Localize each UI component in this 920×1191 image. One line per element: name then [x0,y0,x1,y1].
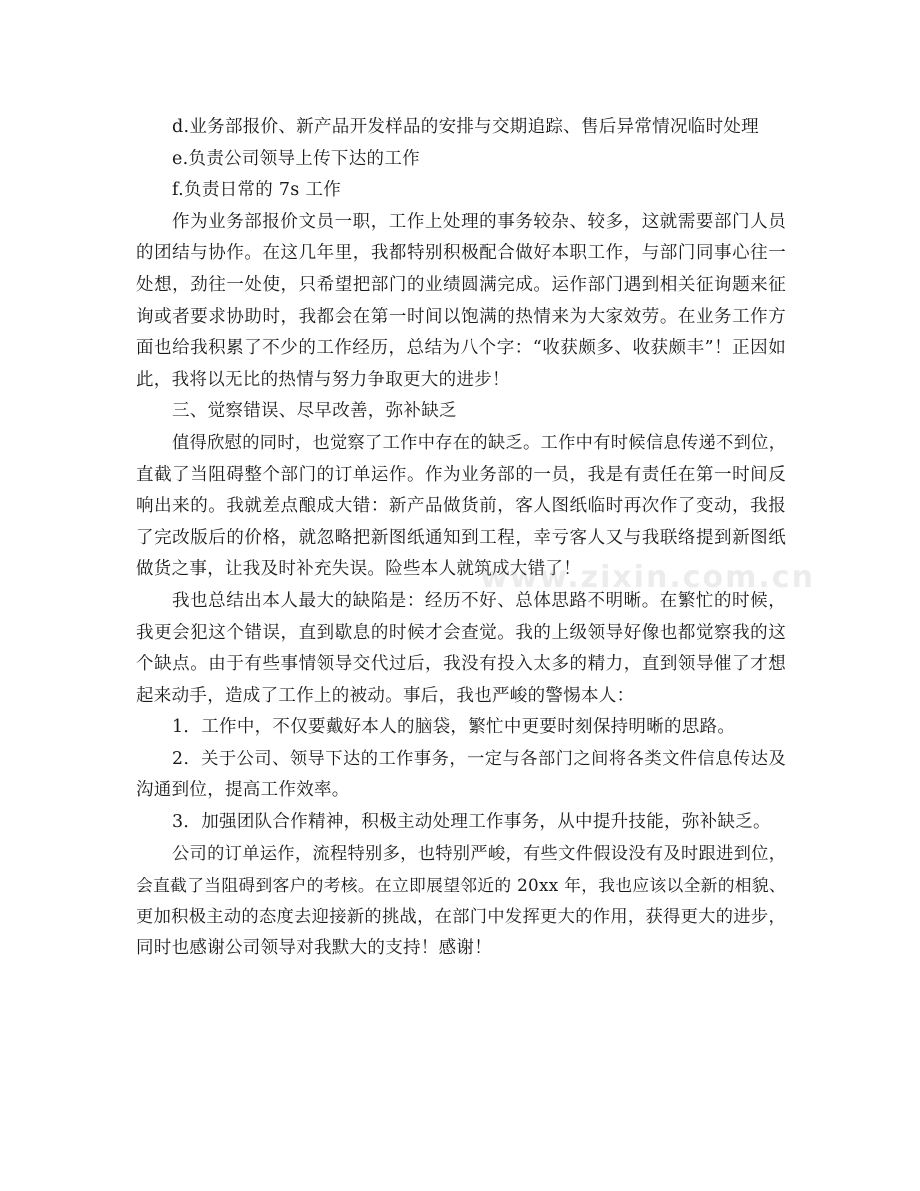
text-line: 做货之事，让我及时补充失误。险些本人就筑成大错了！ [136,559,581,580]
watermark: www.zixin.com.cn [480,560,815,595]
text-line: 了完改版后的价格，就忽略把新图纸通知到工程，幸亏客人又与我联络提到新图纸 [136,527,786,548]
text-line: 2．关于公司、领导下达的工作事务，一定与各部门之间将各类文件信息传达及 [172,748,786,769]
text-line: 三、觉察错误、尽早改善，弥补缺乏 [172,401,457,422]
text-line: 处想，劲往一处使，只希望把部门的业绩圆满完成。运作部门遇到相关征询题来征 [136,274,786,295]
text-line: 值得欣慰的同时，也觉察了工作中存在的缺乏。工作中有时候信息传递不到位， [172,432,787,453]
document-body [136,112,786,965]
text-line: 的团结与协作。在这几年里，我都特别积极配合做好本职工作，与部门同事心往一 [136,243,786,264]
text-line: 个缺点。由于有些事情领导交代过后，我没有投入太多的精力，直到领导催了才想 [136,654,786,675]
text-line: 面也给我积累了不少的工作经历，总结为八个字：“收获颇多、收获颇丰”！正因如 [136,338,786,359]
text-line: 询或者要求协助时，我都会在第一时间以饱满的热情来为大家效劳。在业务工作方 [136,306,786,327]
text-line: 1．工作中，不仅要戴好本人的脑袋，繁忙中更要时刻保持明晰的思路。 [172,717,736,738]
text-line: 直截了当阻碍整个部门的订单运作。作为业务部的一员，我是有责任在第一时间反 [136,464,786,485]
text-line: 3．加强团队合作精神，积极主动处理工作事务，从中提升技能，弥补缺乏。 [172,812,771,833]
text-line: 会直截了当阻碍到客户的考核。在立即展望邻近的 20xx 年，我也应该以全新的相貌、 [136,875,786,896]
text-line: 作为业务部报价文员一职，工作上处理的事务较杂、较多，这就需要部门人员 [172,211,786,232]
text-line: 此，我将以无比的热情与努力争取更大的进步！ [136,369,510,390]
text-line: 我也总结出本人最大的缺陷是：经历不好、总体思路不明晰。在繁忙的时候， [172,590,786,611]
text-line: e.负责公司领导上传下达的工作 [172,148,420,169]
text-line: 响出来的。我就差点酿成大错：新产品做货前，客人图纸临时再次作了变动，我报 [136,496,786,517]
text-line: 沟通到位，提高工作效率。 [136,780,350,801]
text-line: 公司的订单运作，流程特别多，也特别严峻，有些文件假设没有及时跟进到位， [172,843,787,864]
text-line: 我更会犯这个错误，直到歇息的时候才会查觉。我的上级领导好像也都觉察我的这 [136,622,786,643]
text-line: 同时也感谢公司领导对我默大的支持！感谢！ [136,938,492,959]
text-line: 更加积极主动的态度去迎接新的挑战，在部门中发挥更大的作用，获得更大的进步， [136,906,786,927]
text-line: d.业务部报价、新产品开发样品的安排与交期追踪、售后异常情况临时处理 [172,117,759,137]
text-line: 起来动手，造成了工作上的被动。事后，我也严峻的警惕本人： [136,685,635,706]
text-line: f.负责日常的 7s 工作 [172,180,342,201]
